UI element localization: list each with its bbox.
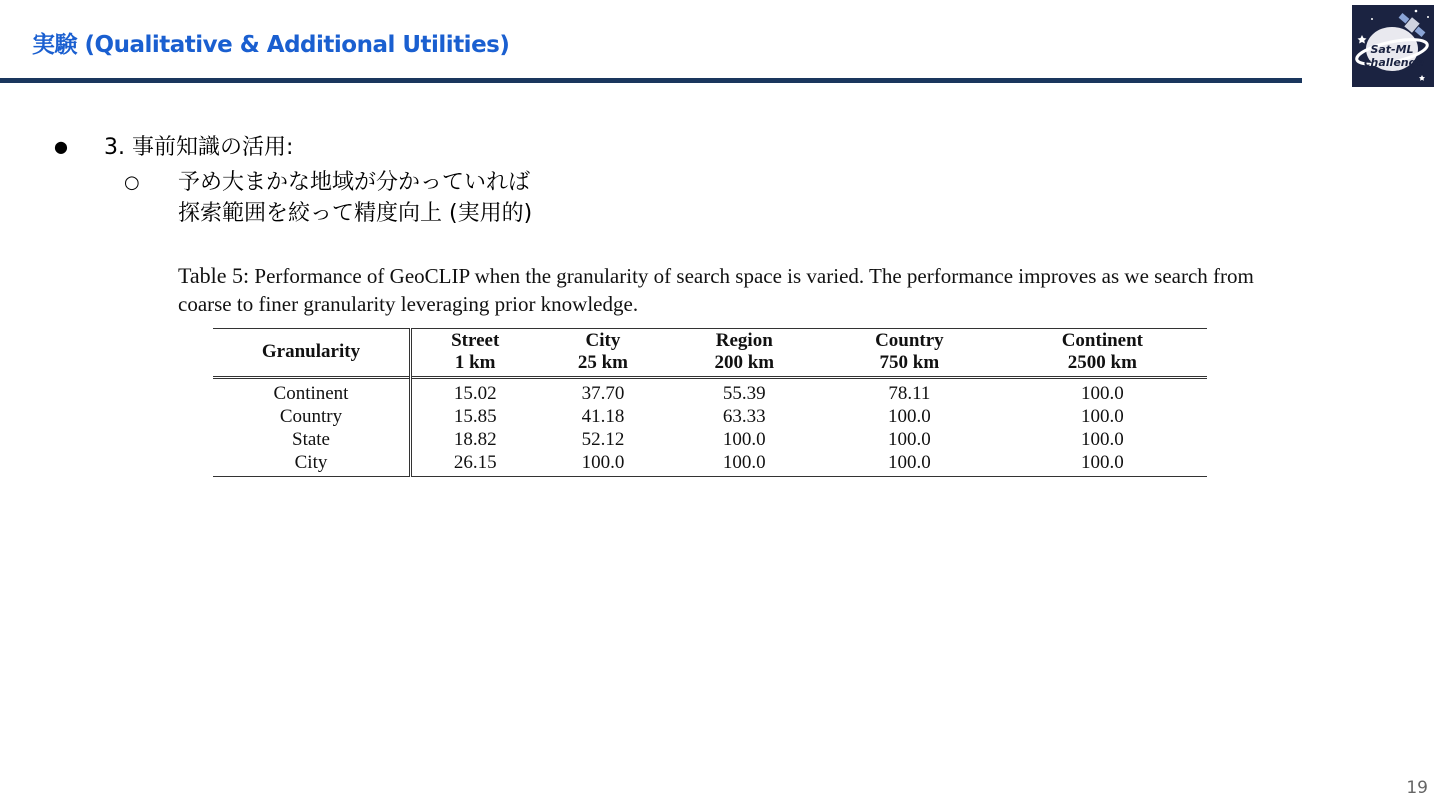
table-row-label: Continent [213, 378, 411, 406]
table-cell: 55.39 [722, 383, 766, 404]
bullet-level2-line2: 探索範囲を絞って精度向上 (実用的) [178, 201, 533, 226]
table-caption-text: Performance of GeoCLIP when the granularity of search space is varied. The performance improves as we search from coarse to finer granularity leveraging prior knowledge. [178, 264, 1254, 316]
page-number: 19 [1406, 778, 1428, 798]
table-cell: 100.0 [1080, 383, 1124, 404]
table-caption [178, 262, 1258, 318]
table-row [213, 378, 1207, 406]
star-icon [1419, 75, 1425, 81]
table-header-col: Continent 2500 km [998, 329, 1207, 378]
table-row [213, 405, 1207, 428]
table-row [213, 428, 1207, 451]
table-caption-label: Table 5: [178, 263, 250, 288]
table-cell: 41.18 [581, 406, 625, 427]
table-header-row [213, 329, 1207, 378]
table-row-label: Country [213, 405, 411, 428]
table-cell: 52.12 [581, 429, 625, 450]
table-cell: 100.0 [668, 451, 822, 477]
table-cell: 78.11 [888, 383, 931, 404]
bullet-level2-line1: 予め大まかな地域が分かっていれば [178, 170, 531, 195]
table-header-col: City 25 km [538, 329, 667, 378]
title-divider [0, 78, 1302, 83]
sat-ml-challenge-logo [1352, 5, 1434, 87]
table-cell: 63.33 [722, 406, 766, 427]
table-row-label: State [213, 428, 411, 451]
table-cell: 100.0 [1080, 429, 1124, 450]
table-header-col: Street 1 km [411, 329, 539, 378]
table-cell: 100.0 [538, 451, 667, 477]
table-cell: 100.0 [888, 429, 931, 450]
table-cell: 100.0 [821, 451, 998, 477]
performance-table [213, 328, 1207, 477]
table-cell: 26.15 [411, 451, 539, 477]
table-header-col: Country 750 km [821, 329, 998, 378]
table-cell: 100.0 [722, 429, 766, 450]
table-cell: 15.02 [453, 383, 497, 404]
bullet-dot-icon: ● [54, 137, 68, 156]
logo-text-line1: Sat-ML [1370, 43, 1414, 56]
table-cell: 15.85 [453, 406, 497, 427]
star-icon [1358, 35, 1367, 44]
table-cell: 100.0 [888, 406, 931, 427]
table-cell: 37.70 [581, 383, 625, 404]
table-row-label: City [213, 451, 411, 477]
table-header-granularity: Granularity [213, 329, 411, 378]
bullet-level1-text: 3. 事前知識の活用: [104, 135, 294, 160]
bullet-circle-icon: ○ [124, 172, 140, 193]
slide-title: 実験 (Qualitative & Additional Utilities) [32, 32, 510, 58]
table-cell: 100.0 [998, 451, 1207, 477]
table-header-col: Region 200 km [668, 329, 822, 378]
logo-text-line2: challenge [1364, 56, 1424, 69]
bullet-level1 [54, 133, 293, 162]
table-cell: 100.0 [1080, 406, 1124, 427]
table-row [213, 451, 1207, 477]
table-cell: 18.82 [453, 429, 497, 450]
